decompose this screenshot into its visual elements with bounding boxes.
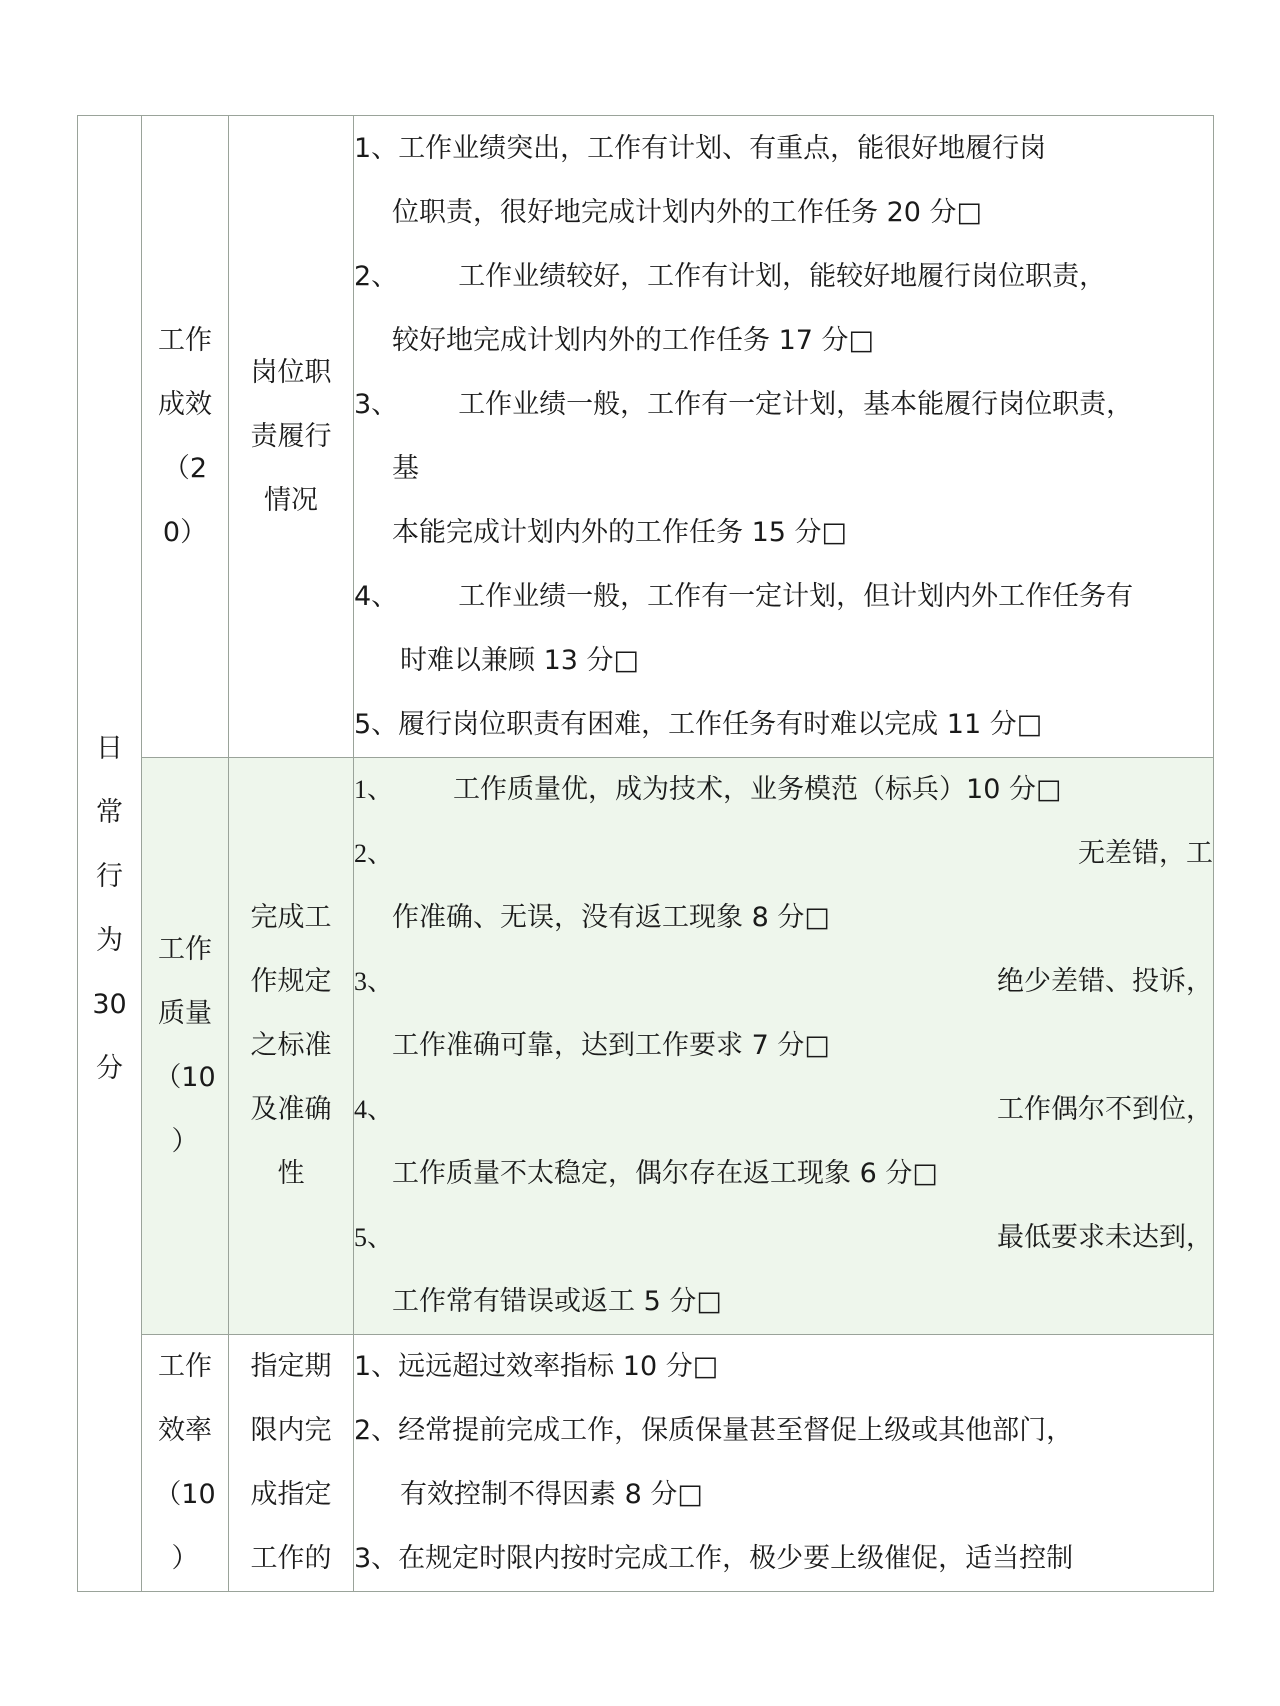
category-label: 常 (96, 796, 123, 828)
item-cell (142, 1335, 229, 1592)
item-continuation: 位职责，很好地完成计划内外的工作任务 20 分□ (392, 196, 983, 228)
item-text: 无差错，工 (1078, 838, 1213, 869)
criterion-label: 情况 (264, 484, 318, 516)
item-number: 3、 (354, 967, 394, 996)
item-label: （10 (154, 1062, 216, 1093)
item-text: 绝少差错、投诉， (997, 966, 1213, 997)
criterion-label: 岗位职 (250, 356, 332, 388)
item-text: 2、经常提前完成工作，保质保量甚至督促上级或其他部门， (354, 1415, 1074, 1446)
category-label: 日 (96, 732, 123, 764)
evaluation-table (77, 115, 1214, 1592)
criterion-label: 限内完 (250, 1415, 332, 1446)
category-label: 行 (96, 860, 123, 892)
criterion-label: 之标准 (250, 1030, 332, 1061)
list-item (354, 245, 1213, 309)
criterion-cell (229, 758, 354, 1335)
criterion-label: 完成工 (250, 902, 332, 933)
item-continuation: 基 (392, 452, 419, 484)
list-item (354, 373, 1213, 437)
item-number: 1、 (354, 775, 394, 804)
list-item (354, 693, 1213, 757)
criterion-label: 及准确 (250, 1094, 332, 1125)
item-continuation: 工作常有错误或返工 5 分□ (392, 1286, 722, 1317)
item-label: 质量 (158, 998, 212, 1029)
item-text: 工作业绩一般，工作有一定计划，但计划内外工作任务有 (458, 580, 1134, 612)
table-row (78, 116, 1214, 758)
item-label: 0） (162, 516, 208, 548)
item-label: ） (171, 1543, 199, 1574)
category-label: 分 (96, 1052, 123, 1084)
criterion-label: 工作的 (250, 1543, 332, 1574)
item-text: 最低要求未达到， (997, 1222, 1213, 1253)
criterion-label: 作规定 (250, 966, 332, 997)
criterion-label: 指定期 (250, 1351, 332, 1382)
item-text: 工作业绩一般，工作有一定计划，基本能履行岗位职责， (458, 388, 1134, 420)
item-label: 工作 (158, 1351, 212, 1382)
list-item (354, 565, 1213, 629)
item-label: ） (171, 1126, 199, 1157)
criterion-cell (229, 116, 354, 758)
item-cell (142, 758, 229, 1335)
item-cell (142, 116, 229, 758)
category-cell (78, 116, 142, 1592)
criterion-cell (229, 1335, 354, 1592)
item-number: 4、 (354, 1095, 394, 1124)
item-text: 工作质量优，成为技术，业务模范（标兵）10 分□ (453, 774, 1062, 805)
item-text: 工作业绩突出，工作有计划、有重点，能很好地履行岗 (398, 132, 1047, 164)
description-cell (354, 758, 1214, 1335)
item-text: 5、履行岗位职责有困难，工作任务有时难以完成 11 分□ (354, 708, 1043, 740)
item-continuation: 时难以兼顾 13 分□ (400, 644, 640, 676)
criterion-label: 责履行 (250, 420, 332, 452)
list-item (354, 950, 1213, 1014)
item-label: 成效 (158, 388, 212, 420)
list-item (354, 1335, 1213, 1399)
item-number: 4、 (354, 580, 399, 612)
item-label: （2 (162, 452, 208, 484)
item-text: 3、在规定时限内按时完成工作，极少要上级催促，适当控制 (354, 1543, 1074, 1574)
item-number: 2、 (354, 839, 394, 868)
criterion-label: 性 (277, 1158, 305, 1189)
table-row (78, 758, 1214, 1335)
list-item (354, 1527, 1213, 1591)
item-text: 1、远远超过效率指标 10 分□ (354, 1351, 719, 1382)
item-text: 工作偶尔不到位， (997, 1094, 1213, 1125)
item-continuation: 作准确、无误，没有返工现象 8 分□ (392, 902, 830, 933)
list-item (354, 1399, 1213, 1463)
item-number: 3、 (354, 388, 399, 420)
item-label: 效率 (158, 1415, 212, 1446)
list-item (354, 1206, 1213, 1270)
item-label: 工作 (158, 934, 212, 965)
description-cell (354, 1335, 1214, 1592)
table-row (78, 1335, 1214, 1592)
item-continuation: 工作准确可靠，达到工作要求 7 分□ (392, 1030, 830, 1061)
item-label: 工作 (158, 324, 212, 356)
item-number: 1、 (354, 132, 399, 164)
item-continuation: 较好地完成计划内外的工作任务 17 分□ (392, 324, 875, 356)
list-item (354, 117, 1213, 181)
list-item (354, 822, 1213, 886)
category-label: 30 (92, 988, 127, 1020)
category-label: 为 (96, 924, 123, 956)
list-item (354, 1078, 1213, 1142)
item-continuation: 本能完成计划内外的工作任务 15 分□ (392, 516, 848, 548)
list-item (354, 758, 1213, 822)
item-continuation: 工作质量不太稳定，偶尔存在返工现象 6 分□ (392, 1158, 938, 1189)
item-text: 工作业绩较好，工作有计划，能较好地履行岗位职责， (458, 260, 1107, 292)
item-number: 5、 (354, 1223, 394, 1252)
item-continuation: 有效控制不得因素 8 分□ (400, 1479, 703, 1510)
item-label: （10 (154, 1479, 216, 1510)
item-number: 2、 (354, 260, 399, 292)
criterion-label: 成指定 (250, 1479, 332, 1510)
description-cell (354, 116, 1214, 758)
